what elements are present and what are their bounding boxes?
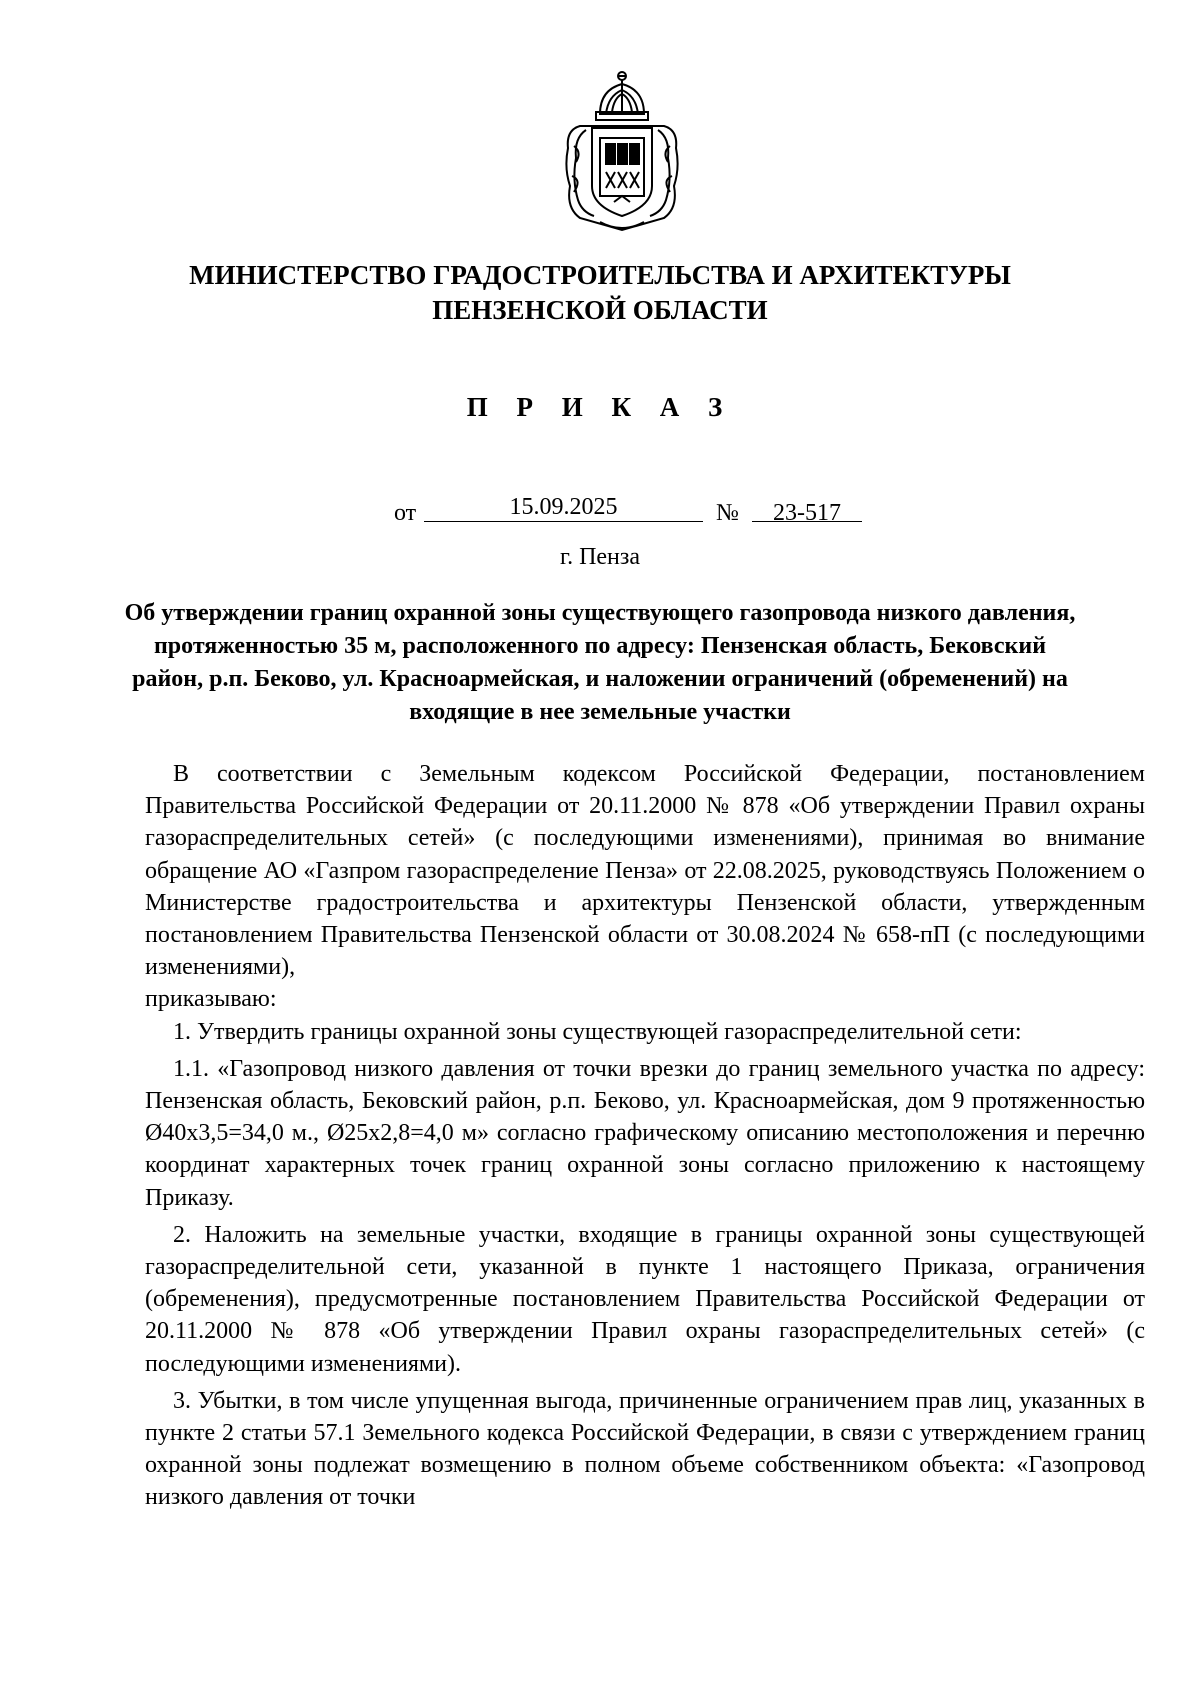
clause-1-1: 1.1. «Газопровод низкого давления от точки врезки до границ земельного участка по адресу: Пензенская область, Бековский район, р.п. Беково, ул. Красноармейская, дом 9 протяженностью Ø40x3,5=34,0 м., Ø25x2,8=4,0 м» согласно графическому описанию местоположения и перечню координат характерных точек границ охранной зоны согласно приложению к настоящему Приказу. (145, 1055, 1145, 1211)
date-underline (424, 521, 703, 522)
document-body (145, 758, 1145, 1514)
clause-3: 3. Убытки, в том числе упущенная выгода, причиненные ограничением прав лиц, указанных в пункте 2 статьи 57.1 Земельного кодекса Российской Федерации, в связи с утверждением границ охранной зоны подлежат возмещению в полном объеме собственником объекта: «Газопровод низкого давления от точки (145, 1387, 1145, 1511)
ministry-name: МИНИСТЕРСТВО ГРАДОСТРОИТЕЛЬСТВА И АРХИТЕКТУРЫ ПЕНЗЕНСКОЙ ОБЛАСТИ (189, 260, 1011, 325)
document-date: 15.09.2025 (509, 494, 618, 520)
date-prefix: от (394, 500, 417, 526)
clause-2: 2. Наложить на земельные участки, входящие в границы охранной зоны существующей газораспределительной сети, указанной в пункте 1 настоящего Приказа, ограничения (обременения), предусмотренные постановлением Правительства Российской Федерации от 20.11.2000 № 878 «Об утверждении Правил охраны газораспределительных сетей» (с последующими изменениями). (145, 1221, 1145, 1377)
document-type-title: П Р И К А З (466, 392, 734, 422)
order-word: приказываю: (145, 986, 277, 1013)
document-number: 23-517 (773, 500, 841, 526)
clause-1: 1. Утвердить границы охранной зоны существующей газораспределительной сети: (173, 1018, 1022, 1045)
number-prefix: № (716, 500, 739, 526)
preamble-paragraph: В соответствии с Земельным кодексом Российской Федерации, постановлением Правительства Российской Федерации от 20.11.2000 № 878 «Об утверждении Правил охраны газораспределительных сетей» (с последующими изменениями), принимая во внимание обращение АО «Газпром газораспределение Пенза» от 22.08.2025, руководствуясь Положением о Министерстве градостроительства и архитектуры Пензенской области, утвержденным постановлением Правительства Пензенской области от 30.08.2024 № 658-пП (с последующими изменениями), (145, 761, 1145, 981)
coat-of-arms-icon (560, 68, 684, 234)
city: г. Пенза (559, 544, 641, 570)
document-subject: Об утверждении границ охранной зоны существующего газопровода низкого давления, протяженностью 35 м, расположенного по адресу: Пензенская область, Бековский район, р.п. Беково, ул. Красноармейская, и наложении ограничений (обременений) на входящие в нее земельные участки (124, 600, 1076, 725)
